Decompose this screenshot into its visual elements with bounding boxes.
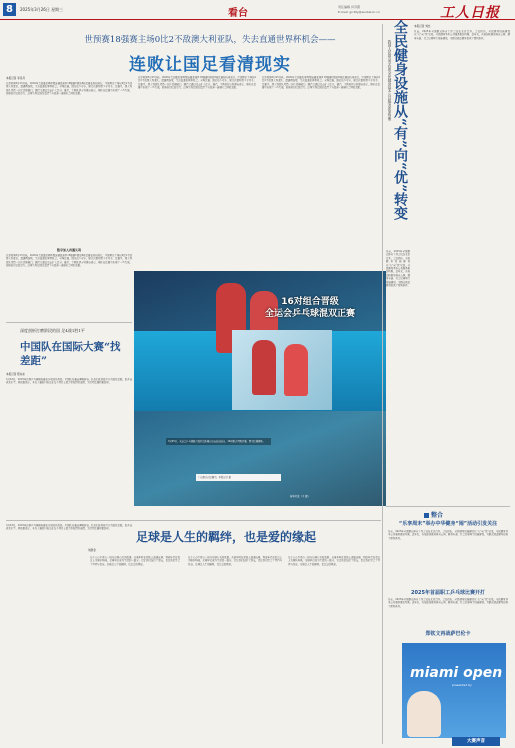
feature-col-2 (90, 556, 180, 742)
main-subhead: 数字加入再遇失利 (56, 248, 81, 252)
miami-banner: miami open (410, 665, 503, 681)
miami-photo (402, 643, 506, 738)
tennis-player (407, 691, 441, 737)
editor-email: E-mail: grrbty@workercn.cn (338, 9, 380, 14)
vertical-headline: 全民健身设施从“有”向“优”转变 (392, 20, 408, 221)
divider (386, 506, 510, 507)
section-name: 看台 (228, 8, 248, 19)
editor-info (338, 5, 380, 14)
feature-body-2: 每个人心中都有一段与足球有关的故事。从童年时在泥地上追逐皮球，到成年后在看台上为球队呐喊，足球早已成为生活的一部分。它让我们结识了朋友，也让我们学会了坚持与包容。足球是人生的羁绊，也是爱的缘起。 (90, 556, 180, 566)
feature-col-4 (288, 556, 380, 742)
right-byline: 本报记者 刘杰 (414, 25, 431, 28)
page-number: 8 (3, 3, 16, 16)
player-figure (284, 344, 308, 396)
main-byline: 本报记者 李丹丹 (6, 77, 25, 80)
main-kicker: 世预赛18强赛主场0比2不敌澳大利亚队，失去直通世界杯机会—— (84, 35, 336, 45)
feature-headline: 足球是人生的羁绊，也是爱的缘起 (135, 530, 316, 544)
feature-byline: 刘新金 (88, 549, 96, 552)
brief-headline-1: “乐享周末”举办中华健身“闹”活动引发关注 (398, 521, 498, 527)
sidebar-body: 3月23日，2025年世界乒乓球锦标赛在多哈拉开战幕。中国队在赛前调整阵容，队员们在训练中认真查找差距，提升技战术水平。教练组表示，本次大赛的目标是在每个项目上都力争取得好成绩，为后续比赛积累经验。 (6, 378, 132, 385)
feature-body-3: 每个人心中都有一段与足球有关的故事。从童年时在泥地上追逐皮球，到成年后在看台上为球队呐喊，足球早已成为生活的一部分。它让我们结识了朋友，也让我们学会了坚持与包容。足球是人生的羁绊，也是爱的缘起。 (188, 556, 282, 566)
main-story-col-1 (6, 76, 132, 246)
right-body-narrow: 日前，2025年全国群众体育工作会议在北京召开。会议指出，全民健身设施建设从“有”向“优”转变，全民健身基本公共服务更加均衡。近年来，各地加快推进体育公园、健身步道、社会足球场等设施建设，为群众就近健身提供了便利条件。 (386, 250, 410, 288)
divider (6, 322, 132, 323)
main-body-1: 北京时间3月25日晚，2026年美加墨世界杯预选赛亚洲区18强赛C组第8轮比赛在杭州进行，中国男足主场以0比2不敌澳大利亚队，遭遇两连败，失去直通世界杯机会。全场比赛，国足攻少守多，射门次数明显少于对手。比赛中，澳大利亚队凭借一次任意球破门，随后又通过反击扩大比分。赛后，主教练伊万科维奇表示，球队在比赛中出现了一些失误，但球员们已经尽力。这场失利让国足看清了与亚洲一流球队之间的差距。 (6, 82, 132, 96)
right-narrow-col (386, 250, 410, 500)
main-headline: 连败让国足看清现实 (129, 55, 291, 75)
main-story-col-2 (138, 76, 256, 266)
footer-tag: 大赛声音 (452, 737, 500, 746)
photo-credit: 新华社发（王 摄） (290, 495, 310, 498)
main-body-1b: 北京时间3月25日晚，2026年美加墨世界杯预选赛亚洲区18强赛C组第8轮比赛在杭州进行，中国男足主场以0比2不敌澳大利亚队，遭遇两连败，失去直通世界杯机会。全场比赛，国足攻少守多，射门次数明显少于对手。比赛中，澳大利亚队凭借一次任意球破门，随后又通过反击扩大比分。赛后，主教练伊万科维奇表示，球队在比赛中出现了一些失误，但球员们已经尽力。这场失利让国足看清了与亚洲一流球队之间的差距。 (6, 254, 132, 268)
sidebar-kicker: 深度剖析打磨阶段的国 足4战1胜1平 (20, 328, 85, 333)
player-figure (252, 340, 276, 395)
brief-headline-2: 2025年首届职工乒乓球比赛开打 (411, 590, 485, 596)
newspaper-logo: 工人日报 (440, 5, 500, 21)
miami-sub: presented by (452, 683, 472, 687)
sidebar-story (6, 372, 132, 517)
photo-headline (250, 296, 370, 320)
page-header (0, 0, 515, 20)
vertical-kicker: 我国人民群众享有的全民健身基本公共服务更加均衡 (388, 40, 392, 121)
main-body-2: 北京时间3月25日晚，2026年美加墨世界杯预选赛亚洲区18强赛C组第8轮比赛在杭州进行，中国男足主场以0比2不敌澳大利亚队，遭遇两连败，失去直通世界杯机会。全场比赛，国足攻少守多，射门次数明显少于对手。比赛中，澳大利亚队凭借一次任意球破门，随后又通过反击扩大比分。赛后，主教练伊万科维奇表示，球队在比赛中出现了一些失误，但球员们已经尽力。这场失利让国足看清了与亚洲一流球队之间的差距。 (138, 76, 256, 90)
sidebar-byline: 本报记者 陈东东 (6, 373, 25, 376)
inset-photo (232, 330, 332, 410)
briefs-label: 整合 (431, 512, 444, 519)
brief-body-2: 日前，2025年全国群众体育工作会议在北京召开。会议指出，全民健身设施建设从“有”向“优”转变，全民健身基本公共服务更加均衡。近年来，各地加快推进体育公园、健身步道、社会足球场等设施建设，为群众就近健身提供了便利条件。 (388, 598, 508, 608)
divider (6, 520, 381, 521)
main-story-col-1b (6, 248, 132, 318)
column-divider (382, 24, 383, 744)
main-body-3: 北京时间3月25日晚，2026年美加墨世界杯预选赛亚洲区18强赛C组第8轮比赛在杭州进行，中国男足主场以0比2不敌澳大利亚队，遭遇两连败，失去直通世界杯机会。全场比赛，国足攻少守多，射门次数明显少于对手。比赛中，澳大利亚队凭借一次任意球破门，随后又通过反击扩大比分。赛后，主教练伊万科维奇表示，球队在比赛中出现了一些失误，但球员们已经尽力。这场失利让国足看清了与亚洲一流球队之间的差距。 (262, 76, 380, 90)
right-body: 日前，2025年全国群众体育工作会议在北京召开。会议指出，全民健身设施建设从“有”向“优”转变，全民健身基本公共服务更加均衡。近年来，各地加快推进体育公园、健身步道、社会足球场等设施建设，为群众就近健身提供了便利条件。 (414, 30, 510, 40)
editor-name: 责任编辑 肖苏霞 (338, 5, 360, 9)
right-story (414, 24, 510, 504)
brief-2 (388, 598, 508, 626)
photo-headline-line1: 16对组合晋级 (281, 297, 339, 307)
brief-body-1: 日前，2025年全国群众体育工作会议在北京召开。会议指出，全民健身设施建设从“有”向“优”转变，全民健身基本公共服务更加均衡。近年来，各地加快推进体育公园、健身步道、社会足球场等设施建设，为群众就近健身提供了便利条件。 (388, 530, 508, 540)
feature-body-1: 3月23日，2025年世界乒乓球锦标赛在多哈拉开战幕。中国队在赛前调整阵容，队员们在训练中认真查找差距，提升技战术水平。教练组表示，本次大赛的目标是在每个项目上都力争取得好成绩，为后续比赛积累经验。 (6, 524, 132, 531)
briefs-section (424, 510, 443, 519)
section-marker-icon (424, 513, 429, 518)
photo-headline-line2: 全运会乒乓球混双正赛 (264, 309, 355, 319)
main-story-col-3 (262, 76, 380, 266)
brief-1 (388, 530, 508, 585)
sidebar-title: 中国队在国际大赛“找差距” (20, 341, 121, 367)
feature-body-4: 每个人心中都有一段与足球有关的故事。从童年时在泥地上追逐皮球，到成年后在看台上为球队呐喊，足球早已成为生活的一部分。它让我们结识了朋友，也让我们学会了坚持与包容。足球是人生的羁绊，也是爱的缘起。 (288, 556, 380, 566)
issue-date: 2025年3月26日 星期三 (20, 7, 64, 12)
photo-caption: 3月25日，全运会乒乓球混合双打资格赛在海南琼海结束，16对组合晋级正赛。图为比赛现场。 (166, 438, 271, 445)
photo-label: 郑钦文再战萨巴伦卡 (425, 631, 471, 637)
feature-col-3 (188, 556, 282, 742)
inset-caption: 广东组合在比赛中。本报记者 摄 (196, 474, 281, 481)
